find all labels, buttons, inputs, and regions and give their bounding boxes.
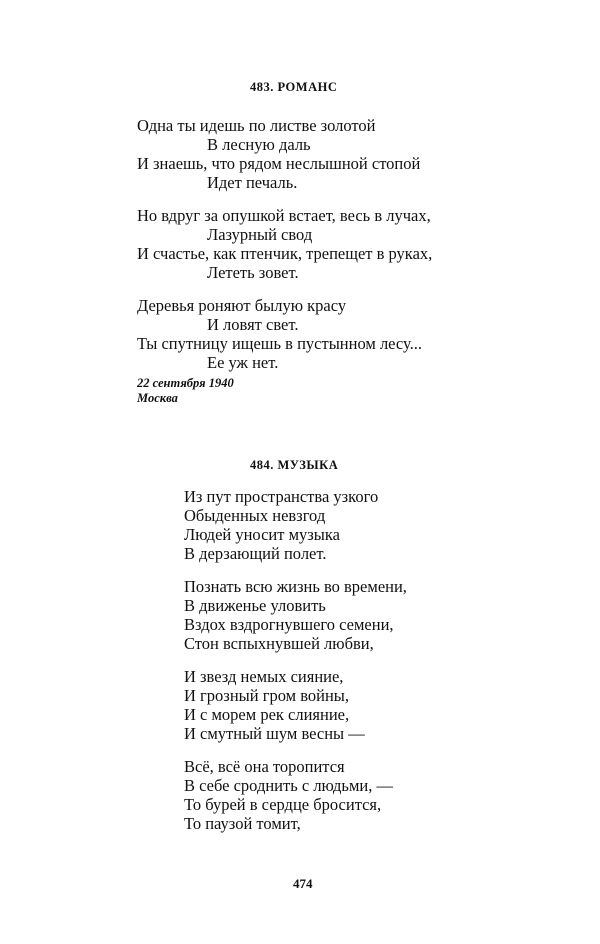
verse-line: В лесную даль [207,134,311,154]
verse-line: В дерзающий полет. [184,543,327,563]
verse-line: И счастье, как птенчик, трепещет в руках, [137,243,433,263]
stanza [184,578,407,654]
verse-line: В себе сроднить с людьми, — [184,776,393,796]
stanza [184,758,407,834]
verse-line: Вздох вздрогнувшего семени, [184,614,394,634]
verse-line: И знаешь, что рядом неслышной стопой [137,153,421,173]
stanza [137,117,432,193]
verse-line: Ты спутницу ищешь в пустынном лесу... [137,334,422,354]
verse-line: В движенье уловить [184,596,326,616]
poem-title: 483. РОМАНС [250,80,338,94]
verse-line: И ловят свет. [207,315,299,335]
verse-line: Идет печаль. [207,172,298,192]
stanza [184,668,407,744]
verse-line: И звезд немых сияние, [184,667,344,687]
verse-line: То паузой томит, [184,814,301,834]
verse-line: Деревья роняют былую красу [137,296,347,316]
verse-line: Лазурный свод [207,225,313,245]
verse-line: Одна ты идешь по листве золотой [137,116,376,135]
page-number: 474 [293,876,313,891]
verse-line: И грозный гром войны, [184,686,350,706]
verse-line: Всё, всё она торопится [184,757,345,777]
verse-line: То бурей в сердце бросится, [184,795,382,815]
poem-romance [137,117,432,387]
verse-line: Стон вспыхнувшей любви, [184,633,374,653]
verse-line: И смутный шум весны — [184,723,365,743]
verse-line: Из пут пространства узкого [184,487,379,506]
stanza [184,488,407,564]
poem-music [184,488,407,849]
verse-line: Ее уж нет. [207,352,279,372]
verse-line: Людей уносит музыка [184,524,340,544]
poem-dateline [137,376,234,406]
verse-line: Познать всю жизнь во времени, [184,577,407,597]
verse-line: Но вдруг за опушкой встает, весь в лучах, [137,206,431,226]
poem-date: 22 сентября 1940 [137,376,234,390]
verse-line: Лететь зовет. [207,262,299,282]
poem-place: Москва [137,391,178,405]
verse-line: И с морем рек слияние, [184,705,350,725]
stanza [137,297,432,373]
verse-line: Обыденных невзгод [184,505,326,525]
stanza [137,207,432,283]
poem-title: 484. МУЗЫКА [250,458,339,472]
